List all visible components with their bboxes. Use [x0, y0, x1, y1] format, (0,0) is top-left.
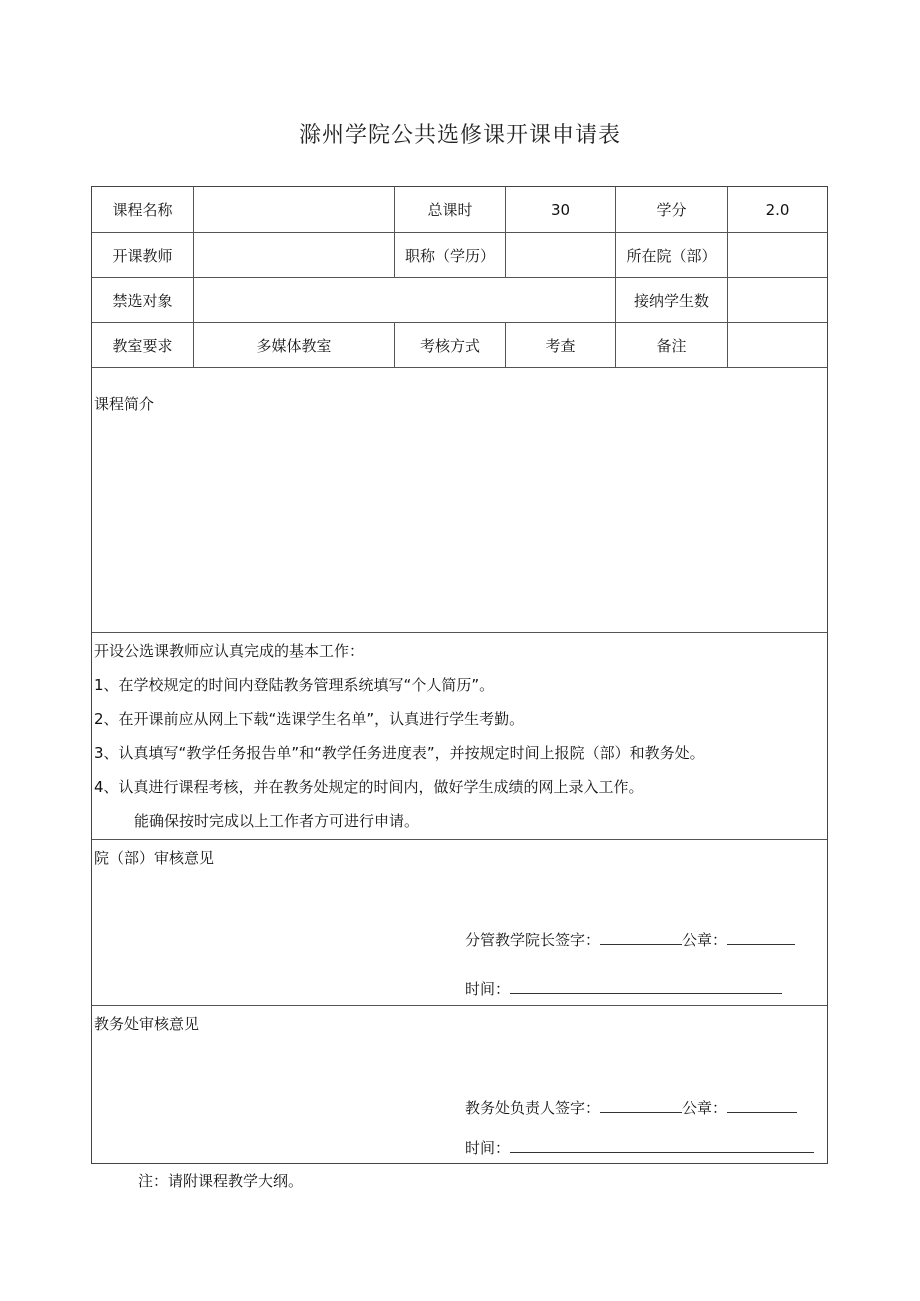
course-name-label: 课程名称 — [112, 201, 173, 219]
course-name-field[interactable] — [194, 187, 394, 232]
professional-title-field[interactable] — [506, 233, 615, 277]
capacity-field[interactable] — [728, 278, 827, 322]
dept-seal-field[interactable] — [727, 929, 795, 945]
course-intro-label: 课程简介 — [94, 395, 155, 413]
dept-time-label: 时间： — [465, 980, 511, 998]
office-signature-field[interactable] — [600, 1097, 682, 1113]
teacher-label: 开课教师 — [112, 246, 173, 265]
footnote: 注：请附课程教学大纲。 — [138, 1172, 304, 1190]
duty-item: 3、认真填写“教学任务报告单”和“教学任务进度表”，并按规定时间上报院（部）和教务处。 — [94, 744, 705, 762]
application-form — [91, 186, 828, 1164]
department-field[interactable] — [728, 233, 827, 277]
assessment-field[interactable]: 考查 — [545, 336, 576, 355]
classroom-label: 教室要求 — [112, 336, 173, 355]
office-review-label: 教务处审核意见 — [94, 1015, 200, 1033]
office-seal-field[interactable] — [727, 1097, 797, 1113]
professional-title-label: 职称（学历） — [404, 246, 495, 265]
department-label: 所在院（部） — [626, 246, 717, 265]
section-divider — [92, 1005, 827, 1006]
credits-field[interactable]: 2.0 — [765, 200, 790, 219]
duty-item: 4、认真进行课程考核，并在教务处规定的时间内，做好学生成绩的网上录入工作。 — [94, 778, 644, 796]
dept-review-label: 院（部）审核意见 — [94, 849, 215, 867]
office-signature-label: 教务处负责人签字： — [465, 1099, 601, 1117]
duty-item: 2、在开课前应从网上下载“选课学生名单”，认真进行学生考勤。 — [94, 710, 525, 728]
duties-closing: 能确保按时完成以上工作者方可进行申请。 — [134, 812, 420, 830]
row-divider — [92, 367, 827, 368]
duties-heading: 开设公选课教师应认真完成的基本工作： — [94, 642, 365, 660]
duty-item: 1、在学校规定的时间内登陆教务管理系统填写“个人简历”。 — [94, 676, 495, 694]
dept-time-line — [465, 978, 782, 999]
section-divider — [92, 632, 827, 633]
office-time-label: 时间： — [465, 1139, 511, 1157]
office-seal-label: 公章： — [682, 1099, 728, 1117]
dept-time-field[interactable] — [510, 978, 782, 994]
restricted-students-field[interactable] — [194, 278, 615, 322]
page-title: 滁州学院公共选修课开课申请表 — [298, 123, 621, 148]
capacity-label: 接纳学生数 — [633, 291, 709, 310]
office-time-line — [465, 1137, 814, 1158]
dept-seal-label: 公章： — [682, 931, 728, 949]
dept-signature-line — [465, 929, 795, 950]
assessment-label: 考核方式 — [419, 336, 480, 355]
total-hours-label: 总课时 — [427, 201, 473, 219]
classroom-field[interactable]: 多媒体教室 — [256, 336, 332, 355]
office-time-field[interactable] — [510, 1137, 814, 1153]
restricted-students-label: 禁选对象 — [112, 291, 173, 310]
dept-signature-field[interactable] — [600, 929, 682, 945]
total-hours-field[interactable]: 30 — [550, 200, 571, 219]
remarks-label: 备注 — [656, 336, 687, 355]
section-divider — [92, 839, 827, 840]
remarks-field[interactable] — [728, 323, 827, 367]
teacher-field[interactable] — [194, 233, 394, 277]
credits-label: 学分 — [656, 201, 687, 219]
dept-signature-label: 分管教学院长签字： — [465, 931, 601, 949]
office-signature-line — [465, 1097, 797, 1118]
